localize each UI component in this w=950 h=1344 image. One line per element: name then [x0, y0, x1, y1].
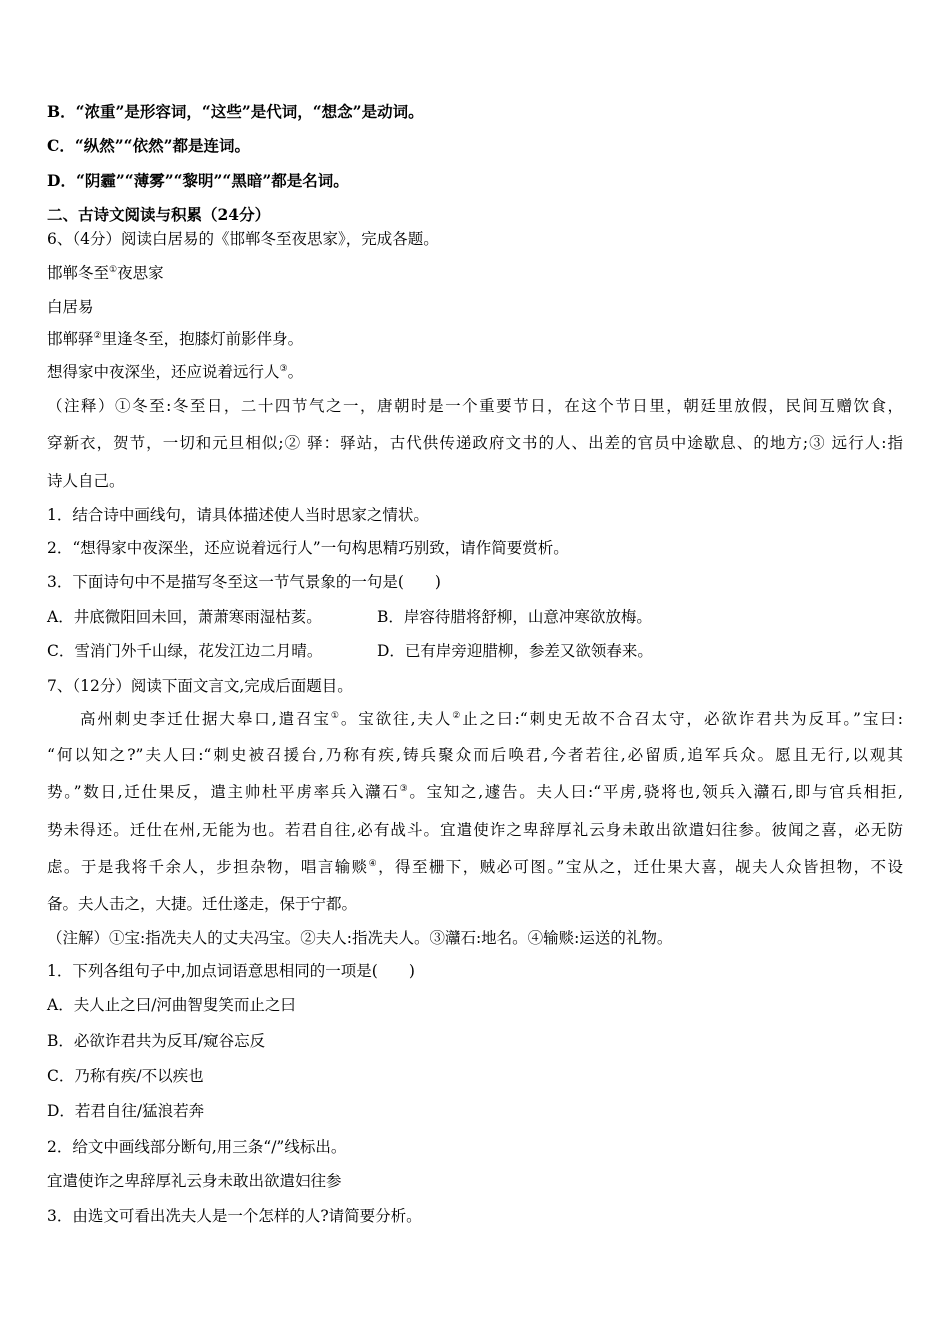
q6-note: 穿新衣，贺节，一切和元旦相似;② 驿：驿站，古代供传递政府文书的人、出差的官员中途歇息、的地方;③ 远行人:指	[47, 434, 903, 452]
section-title: 二、古诗文阅读与积累（24分）	[47, 205, 271, 224]
q7-option-c: C．乃称有疾/不以疾也	[47, 1067, 204, 1085]
q6-option-b: B．岸容待腊将舒柳，山意冲寒欲放梅。	[377, 608, 652, 626]
q7-passage: “何以知之?”夫人曰:“刺史被召援台,乃称有疾,铸兵聚众而后唤君,今者若往,必留质,追军兵众。愿且无行,以观其	[47, 746, 903, 764]
q6-note: （注释）①冬至:冬至日，二十四节气之一，唐朝时是一个重要节日，在这个节日里，朝廷里放假，民间互赠饮食，	[47, 397, 903, 415]
poem-author: 白居易	[47, 298, 94, 316]
q7-passage: 虑。于是我将千余人，步担杂物，唱言输赕④，得至栅下，贼必可图。”宝从之，迁仕果大喜，觇夫人众皆担物，不设	[47, 858, 903, 876]
q6-option-d: D．已有岸旁迎腊柳，参差又欲领春来。	[377, 642, 653, 660]
q6-note: 诗人自己。	[47, 472, 125, 490]
q7-passage: 高州刺史李迁仕据大皋口,遣召宝①。宝欲往,夫人②止之曰:“刺史无故不合召太守，必欲诈君共为反耳。”宝曰:	[80, 710, 903, 728]
q6-option-c: C．雪消门外千山绿，花发江边二月晴。	[47, 642, 323, 660]
q7-passage: 势未得还。迁仕在州,无能为也。若君自往,必有战斗。宜遣使诈之卑辞厚礼云身未敢出欲遣妇往参。彼闻之喜，必无防	[47, 821, 903, 839]
q6-option-row	[47, 607, 322, 627]
q7-option-a: A．夫人止之曰/河曲智叟笑而止之曰	[47, 996, 296, 1014]
poem-line-2: 想得家中夜深坐，还应说着远行人③。	[47, 363, 304, 381]
q7-passage: 备。夫人击之，大捷。迁仕遂走，保于宁都。	[47, 895, 358, 913]
option-d-prev: D．“阴霾”“薄雾”“黎明”“黑暗”都是名词。	[47, 171, 349, 190]
option-c-prev: C．“纵然”“依然”都是连词。	[47, 136, 250, 155]
q6-sub-1: 1．结合诗中画线句，请具体描述使人当时思家之情状。	[47, 506, 429, 524]
q7-note: （注解）①宝:指冼夫人的丈夫冯宝。②夫人:指冼夫人。③灨石:地名。④输赕:运送的礼物。	[47, 929, 673, 947]
q6-intro: 6、（4分）阅读白居易的《邯郸冬至夜思家》，完成各题。	[47, 230, 439, 248]
q7-passage: 势。”数日,迁仕果反，遣主帅杜平虏率兵入灨石③。宝知之,遽告。夫人曰:“平虏,骁将也,领兵入灨石,即与官兵相拒,	[47, 783, 903, 801]
q7-sub-1: 1．下列各组句子中,加点词语意思相同的一项是( )	[47, 962, 415, 980]
q6-sub-3: 3．下面诗句中不是描写冬至这一节气景象的一句是( )	[47, 573, 441, 591]
q7-sub-3: 3．由选文可看出冼夫人是一个怎样的人?请简要分析。	[47, 1207, 422, 1225]
q7-sub-2-text: 宜遣使诈之卑辞厚礼云身未敢出欲遣妇往参	[47, 1172, 342, 1190]
poem-line-1: 邯郸驿②里逢冬至，抱膝灯前影伴身。	[47, 330, 304, 348]
option-b-prev: B．“浓重”是形容词，“这些”是代词，“想念”是动词。	[47, 102, 424, 121]
q6-sub-2: 2．“想得家中夜深坐，还应说着远行人”一句构思精巧别致，请作简要赏析。	[47, 539, 569, 557]
q7-sub-2: 2．给文中画线部分断句,用三条“/”线标出。	[47, 1138, 347, 1156]
q7-option-d: D．若君自往/猛浪若奔	[47, 1102, 205, 1120]
q6-option-a: A．井底微阳回未回，萧萧寒雨湿枯荄。	[47, 608, 322, 626]
q7-intro: 7、（12分）阅读下面文言文,完成后面题目。	[47, 677, 353, 695]
poem-title: 邯郸冬至①夜思家	[47, 264, 164, 282]
q7-option-b: B．必欲诈君共为反耳/窥谷忘反	[47, 1032, 266, 1050]
